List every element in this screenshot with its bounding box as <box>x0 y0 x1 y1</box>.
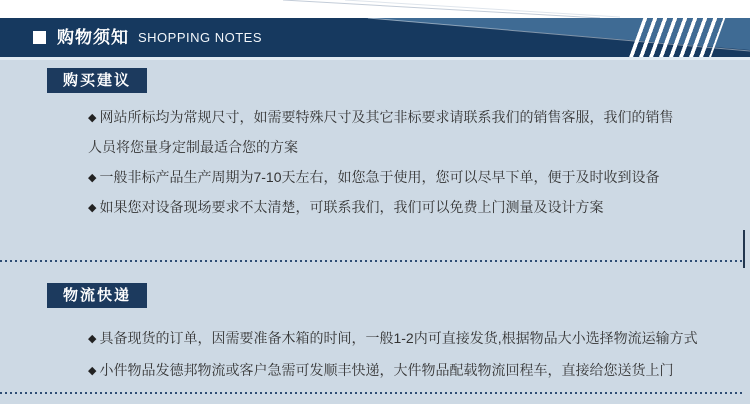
logistics-notes <box>88 322 720 386</box>
header-underline-strip <box>0 57 750 60</box>
note-text: 网站所标均为常规尺寸，如需要特殊尺寸及其它非标要求请联系我们的销售客服，我们的销售 <box>99 109 674 125</box>
note-line <box>88 354 720 386</box>
square-bullet-icon <box>33 31 46 44</box>
top-decor-strip <box>0 0 750 18</box>
note-text: 人员将您量身定制最适合您的方案 <box>88 139 298 155</box>
diamond-bullet-icon: ◆ <box>88 112 97 124</box>
purchase-advice-notes <box>88 102 720 222</box>
shopping-notes-header <box>0 18 750 57</box>
dashed-divider <box>0 392 745 394</box>
note-line <box>88 192 720 222</box>
note-text: 具备现货的订单，因需要准备木箱的时间，一般1-2内可直接发货,根据物品大小选择物流运输方式 <box>99 330 698 346</box>
diamond-bullet-icon: ◆ <box>88 365 97 377</box>
note-text: 小件物品发德邦物流或客户急需可发顺丰快递，大件物品配载物流回程车，直接给您送货上门 <box>99 362 674 378</box>
note-line <box>88 162 720 192</box>
diamond-bullet-icon: ◆ <box>88 333 97 345</box>
note-text: 如果您对设备现场要求不太清楚，可联系我们，我们可以免费上门测量及设计方案 <box>99 199 604 215</box>
diamond-bullet-icon: ◆ <box>88 202 97 214</box>
note-line <box>88 132 720 162</box>
note-line <box>88 102 720 132</box>
note-text: 一般非标产品生产周期为7-10天左右，如您急于使用，您可以尽早下单，便于及时收到设备 <box>99 169 660 185</box>
note-line <box>88 322 720 354</box>
diamond-bullet-icon: ◆ <box>88 172 97 184</box>
header-title-cn: 购物须知 <box>57 28 129 47</box>
section-title-purchase-advice: 购买建议 <box>47 68 147 93</box>
section-title-logistics: 物流快递 <box>47 283 147 308</box>
header-title-en: SHOPPING NOTES <box>138 30 263 45</box>
dashed-divider <box>0 260 745 262</box>
diagonal-stripes-decor <box>627 18 726 57</box>
diagonal-line-decor <box>0 0 750 18</box>
page-edge-mark <box>743 230 745 268</box>
